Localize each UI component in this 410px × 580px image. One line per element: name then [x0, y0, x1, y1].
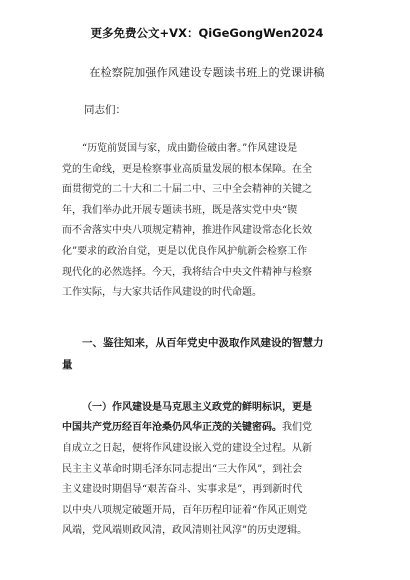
- text-line: 风端，党风端则政风清，政风清则社风淳”的历史逻辑。: [62, 525, 308, 537]
- intro-paragraph: [62, 139, 352, 304]
- document-title: 在检察院加强作风建设专题读书班上的党课讲稿: [89, 66, 325, 79]
- text-line: 面贯彻党的二十大和二十届二中、三中全会精神的关键之: [62, 184, 312, 196]
- heading-line: 一、鉴往知来，从百年党史中汲取作风建设的智慧力: [82, 336, 324, 349]
- page-header: 更多免费公文+VX：QiGeGongWen2024: [90, 26, 324, 40]
- text-line: 现代化的必然选择。今天，我将结合中央文件精神与检察: [62, 266, 312, 278]
- greeting: 同志们：: [84, 104, 126, 116]
- text-fragment: 我们党: [282, 422, 312, 434]
- section-heading: [62, 332, 352, 376]
- subsection-heading-line: （一）作风建设是马克思主义政党的鲜明标识，更是: [82, 401, 312, 413]
- text-line: 自成立之日起，便将作风建设嵌入党的建设全过程。从新: [62, 442, 312, 454]
- text-line: 年，我们举办此开展专题读书班，既是落实党中央“锲: [62, 204, 298, 216]
- text-line: “历览前贤国与家，成由勤俭破由奢。”作风建设是: [82, 143, 298, 154]
- text-line: 工作实际，与大家共话作风建设的时代命题。: [62, 287, 262, 299]
- subsection-heading-line: 中国共产党历经百年沧桑仍风华正茂的关键密码。: [62, 422, 282, 434]
- text-line: 主义建设时期倡导“艰苦奋斗、实事求是”，再到新时代: [62, 484, 303, 496]
- subsection-paragraph: [62, 398, 352, 542]
- text-line: 民主主义革命时期毛泽东同志提出“三大作风”，到社会: [62, 463, 303, 475]
- text-line: 化”要求的政治自觉，更是以优良作风护航新会检察工作: [62, 245, 308, 257]
- heading-line: 量: [62, 358, 73, 371]
- text-line: 而不舍落实中央八项规定精神，推进作风建设常态化长效: [62, 225, 312, 237]
- text-line: 党的生命线，更是检察事业高质量发展的根本保障。在全: [62, 163, 312, 175]
- text-line: [62, 418, 352, 439]
- text-line: 以中央八项规定破题开局，百年历程印证着“作风正则党: [62, 504, 308, 516]
